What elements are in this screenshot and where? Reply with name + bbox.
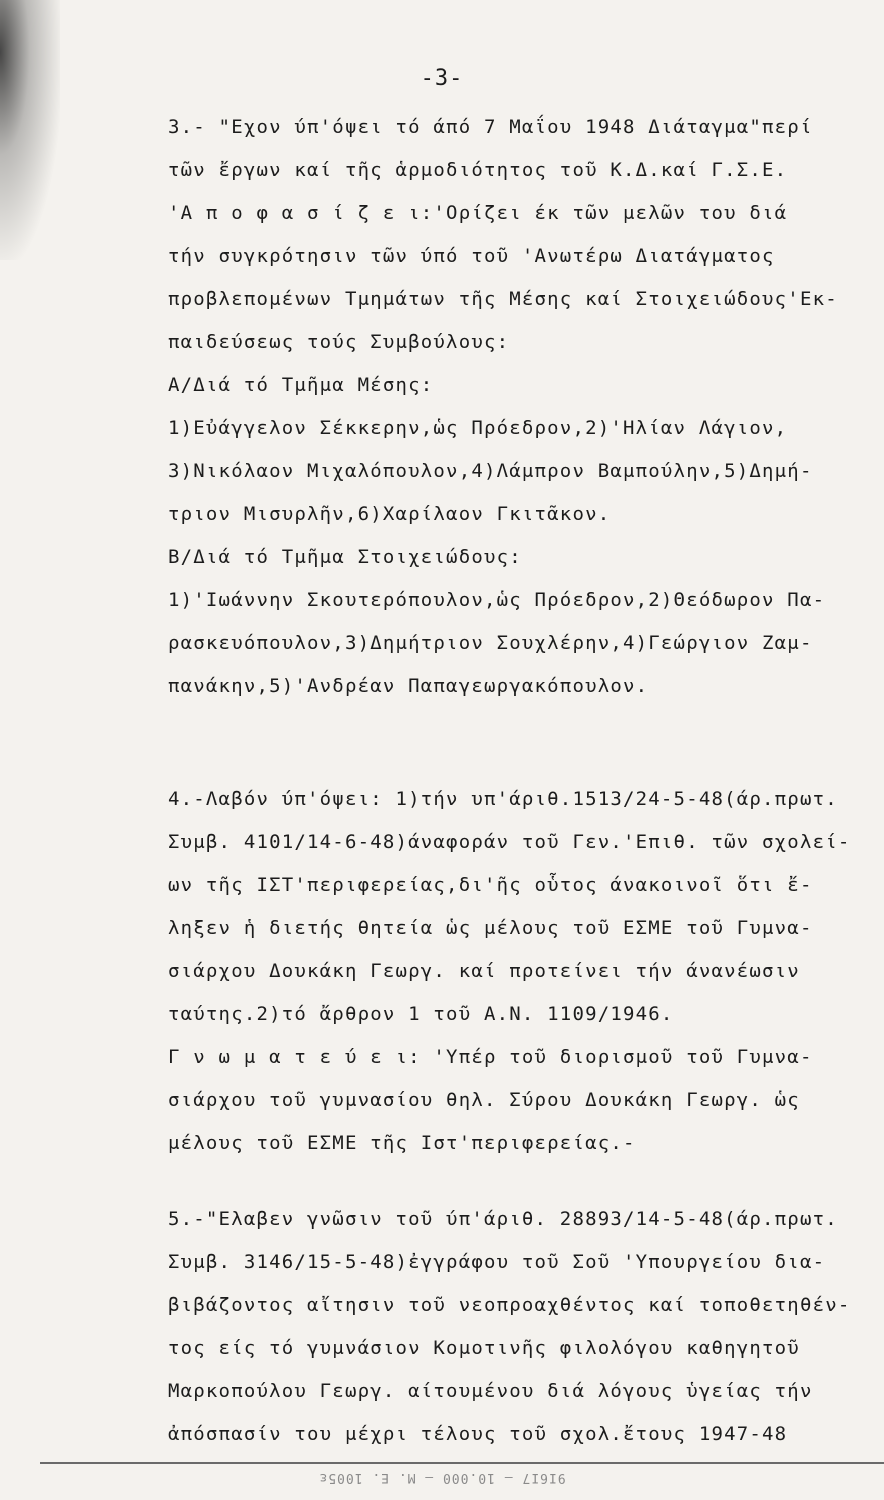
text-line: Μαρκοπούλου Γεωργ. αίτουμένου διά λόγους ὑγείας τήν	[168, 1380, 813, 1402]
text-line: ταύτης.2)τό ἄρθρον 1 τοῦ Α.Ν. 1109/1946.	[168, 1003, 674, 1025]
text-line: 5.-"Ελαβεν γνῶσιν τοῦ ύπ'άριθ. 28893/14-5-48(άρ.πρωτ.	[168, 1208, 838, 1230]
text-line: 'Α π ο φ α σ ί ζ ε ι:'Ορίζει έκ τῶν μελῶν του διά	[168, 202, 788, 224]
text-line: προβλεπομένων Τμημάτων τῆς Μέσης καί Στοιχειώδους'Εκ-	[168, 288, 838, 310]
text-line: Συμβ. 4101/14-6-48)άναφοράν τοῦ Γεν.'Επιθ. τῶν σχολεί-	[168, 831, 851, 853]
item-5-block	[168, 1198, 868, 1456]
page-number: -3-	[420, 66, 464, 91]
item-3-block	[168, 106, 868, 708]
text-line: ρασκευόπουλον,3)Δημήτριον Σουχλέρην,4)Γεώργιον Ζαμ-	[168, 632, 813, 654]
text-line: τριον Μισυρλῆν,6)Χαρίλαον Γκιτᾶκον.	[168, 503, 611, 525]
text-line: σιάρχου τοῦ γυμνασίου θηλ. Σύρου Δουκάκη Γεωργ. ὡς	[168, 1089, 800, 1111]
text-line: 3)Νικόλαον Μιχαλόπουλον,4)Λάμπρον Βαμπούλην,5)Δημή-	[168, 460, 813, 482]
item-4-block	[168, 778, 868, 1165]
text-line: μέλους τοῦ ΕΣΜΕ τῆς Ιστ'περιφερείας.-	[168, 1132, 636, 1154]
text-line: 4.-Λαβόν ύπ'όψει: 1)τήν υπ'άριθ.1513/24-5-48(άρ.πρωτ.	[168, 788, 838, 810]
text-line: Β/Διά τό Τμῆμα Στοιχειώδους:	[168, 546, 522, 568]
text-line: ων τῆς ΙΣΤ'περιφερείας,δι'ῆς οὗτος άνακοινοῖ ὅτι ἔ-	[168, 874, 813, 896]
text-line: 3.- "Εχον ύπ'όψει τό άπό 7 Μαΐου 1948 Διάταγμα"περί	[168, 116, 813, 138]
text-line: ληξεν ἡ διετής θητεία ὡς μέλους τοῦ ΕΣΜΕ τοῦ Γυμνα-	[168, 917, 813, 939]
text-line: σιάρχου Δουκάκη Γεωργ. καί προτείνει τήν άνανέωσιν	[168, 960, 800, 982]
text-line: παιδεύσεως τούς Συμβούλους:	[168, 331, 510, 353]
text-line: βιβάζοντος αἴτησιν τοῦ νεοπροαχθέντος καί τοποθετηθέν-	[168, 1294, 851, 1316]
text-line: ἀπόσπασίν του μέχρι τέλους τοῦ σχολ.ἔτους 1947-48	[168, 1423, 788, 1445]
text-line: τος είς τό γυμνάσιον Κομοτινῆς φιλολόγου καθηγητοῦ	[168, 1337, 800, 1359]
text-line: Συμβ. 3146/15-5-48)ἐγγράφου τοῦ Σοῦ 'Υπουργείου δια-	[168, 1251, 826, 1273]
text-line: τήν συγκρότησιν τῶν ύπό τοῦ 'Ανωτέρω Διατάγματος	[168, 245, 775, 267]
footer-rule	[40, 1462, 884, 1464]
text-line: Α/Διά τό Τμῆμα Μέσης:	[168, 374, 434, 396]
scan-edge-shadow	[0, 0, 60, 260]
text-line: πανάκην,5)'Ανδρέαν Παπαγεωργακόπουλον.	[168, 675, 649, 697]
text-line: 1)'Ιωάννην Σκουτερόπουλον,ὡς Πρόεδρον,2)Θεόδωρον Πα-	[168, 589, 826, 611]
text-line: 1)Εὐάγγελον Σέκκερην,ὡς Πρόεδρον,2)'Ηλίαν Λάγιον,	[168, 417, 788, 439]
footer-printer-mark: 9Ι6Ι7 — 10.000 — Μ. Ε. 1005ε	[318, 1470, 566, 1485]
text-line: τῶν ἔργων καί τῆς ἁρμοδιότητος τοῦ Κ.Δ.καί Γ.Σ.Ε.	[168, 159, 788, 181]
text-line: Γ ν ω μ α τ ε ύ ε ι: 'Υπέρ τοῦ διορισμοῦ τοῦ Γυμνα-	[168, 1046, 813, 1068]
